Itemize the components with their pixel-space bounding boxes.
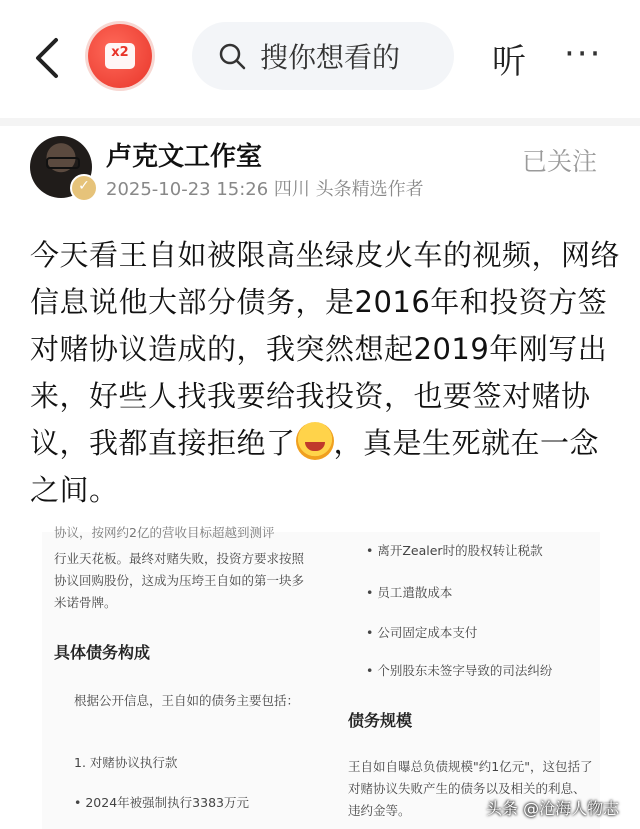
laughing-crying-emoji-icon [296, 422, 334, 460]
doc-right-item-3: • 公司固定成本支付 [366, 625, 478, 640]
top-navigation-bar [0, 0, 640, 120]
post-meta: 2025-10-23 15:26 四川 头条精选作者 [106, 179, 424, 200]
reward-x2-icon[interactable] [88, 24, 152, 88]
doc-right-item-2: • 员工遣散成本 [366, 585, 453, 600]
avatar-glasses-shape [46, 157, 80, 169]
doc-left-paragraph-1: 行业天花板。最终对赌失败，投资方要求按照协议回购股份，这成为压垮王自如的第一块多米诺骨牌。 [54, 551, 305, 610]
source-watermark: 头条 @沧海人物志 [486, 799, 620, 818]
doc-right-paragraph: 王自如自曝总负债规模"约1亿元"，这包括了对赌协议失败产生的债务以及相关的利息、违约金等。 [348, 759, 593, 818]
search-icon [218, 42, 246, 70]
follow-status-button[interactable]: 已关注 [522, 147, 598, 176]
listen-button[interactable]: 听 [492, 42, 526, 82]
post-text-part1: 今天看王自如被限高坐绿皮火车的视频，网络信息说他大部分债务，是2016年和投资方签对赌协议造成的，我突然想起2019年刚写出来，好些人找我要给我投资，也要签对赌协议，我都直接拒绝了 [30, 238, 621, 460]
doc-cut-line: 协议，按网约2亿的营收目标超越到测评 [54, 525, 275, 540]
reward-multiplier-label: x2 [111, 45, 129, 60]
search-input[interactable] [192, 22, 454, 90]
doc-right-item-1: • 离开Zealer时的股权转让税款 [366, 543, 543, 558]
doc-left-paragraph-2: 根据公开信息，王自如的债务主要包括： [74, 693, 300, 708]
verified-badge-icon: ✓ [70, 174, 98, 202]
doc-left-item-2: • 2024年被强制执行3383万元 [74, 795, 249, 810]
doc-left-heading: 具体债务构成 [54, 643, 151, 662]
back-arrow-icon[interactable] [30, 36, 64, 80]
post-text [30, 232, 620, 514]
doc-right-item-4: • 个别股东未签字导致的司法纠纷 [366, 663, 553, 678]
search-placeholder: 搜你想看的 [260, 41, 401, 74]
more-options-button[interactable]: ··· [564, 34, 603, 74]
doc-left-item-1: 1. 对赌协议执行款 [74, 755, 178, 770]
post-text-part2: ，真是生死就在一念之间。 [30, 426, 600, 507]
embedded-document-image[interactable] [42, 525, 600, 829]
doc-right-heading: 债务规模 [348, 711, 413, 730]
author-name[interactable]: 卢克文工作室 [106, 142, 263, 172]
header-divider [0, 118, 640, 126]
